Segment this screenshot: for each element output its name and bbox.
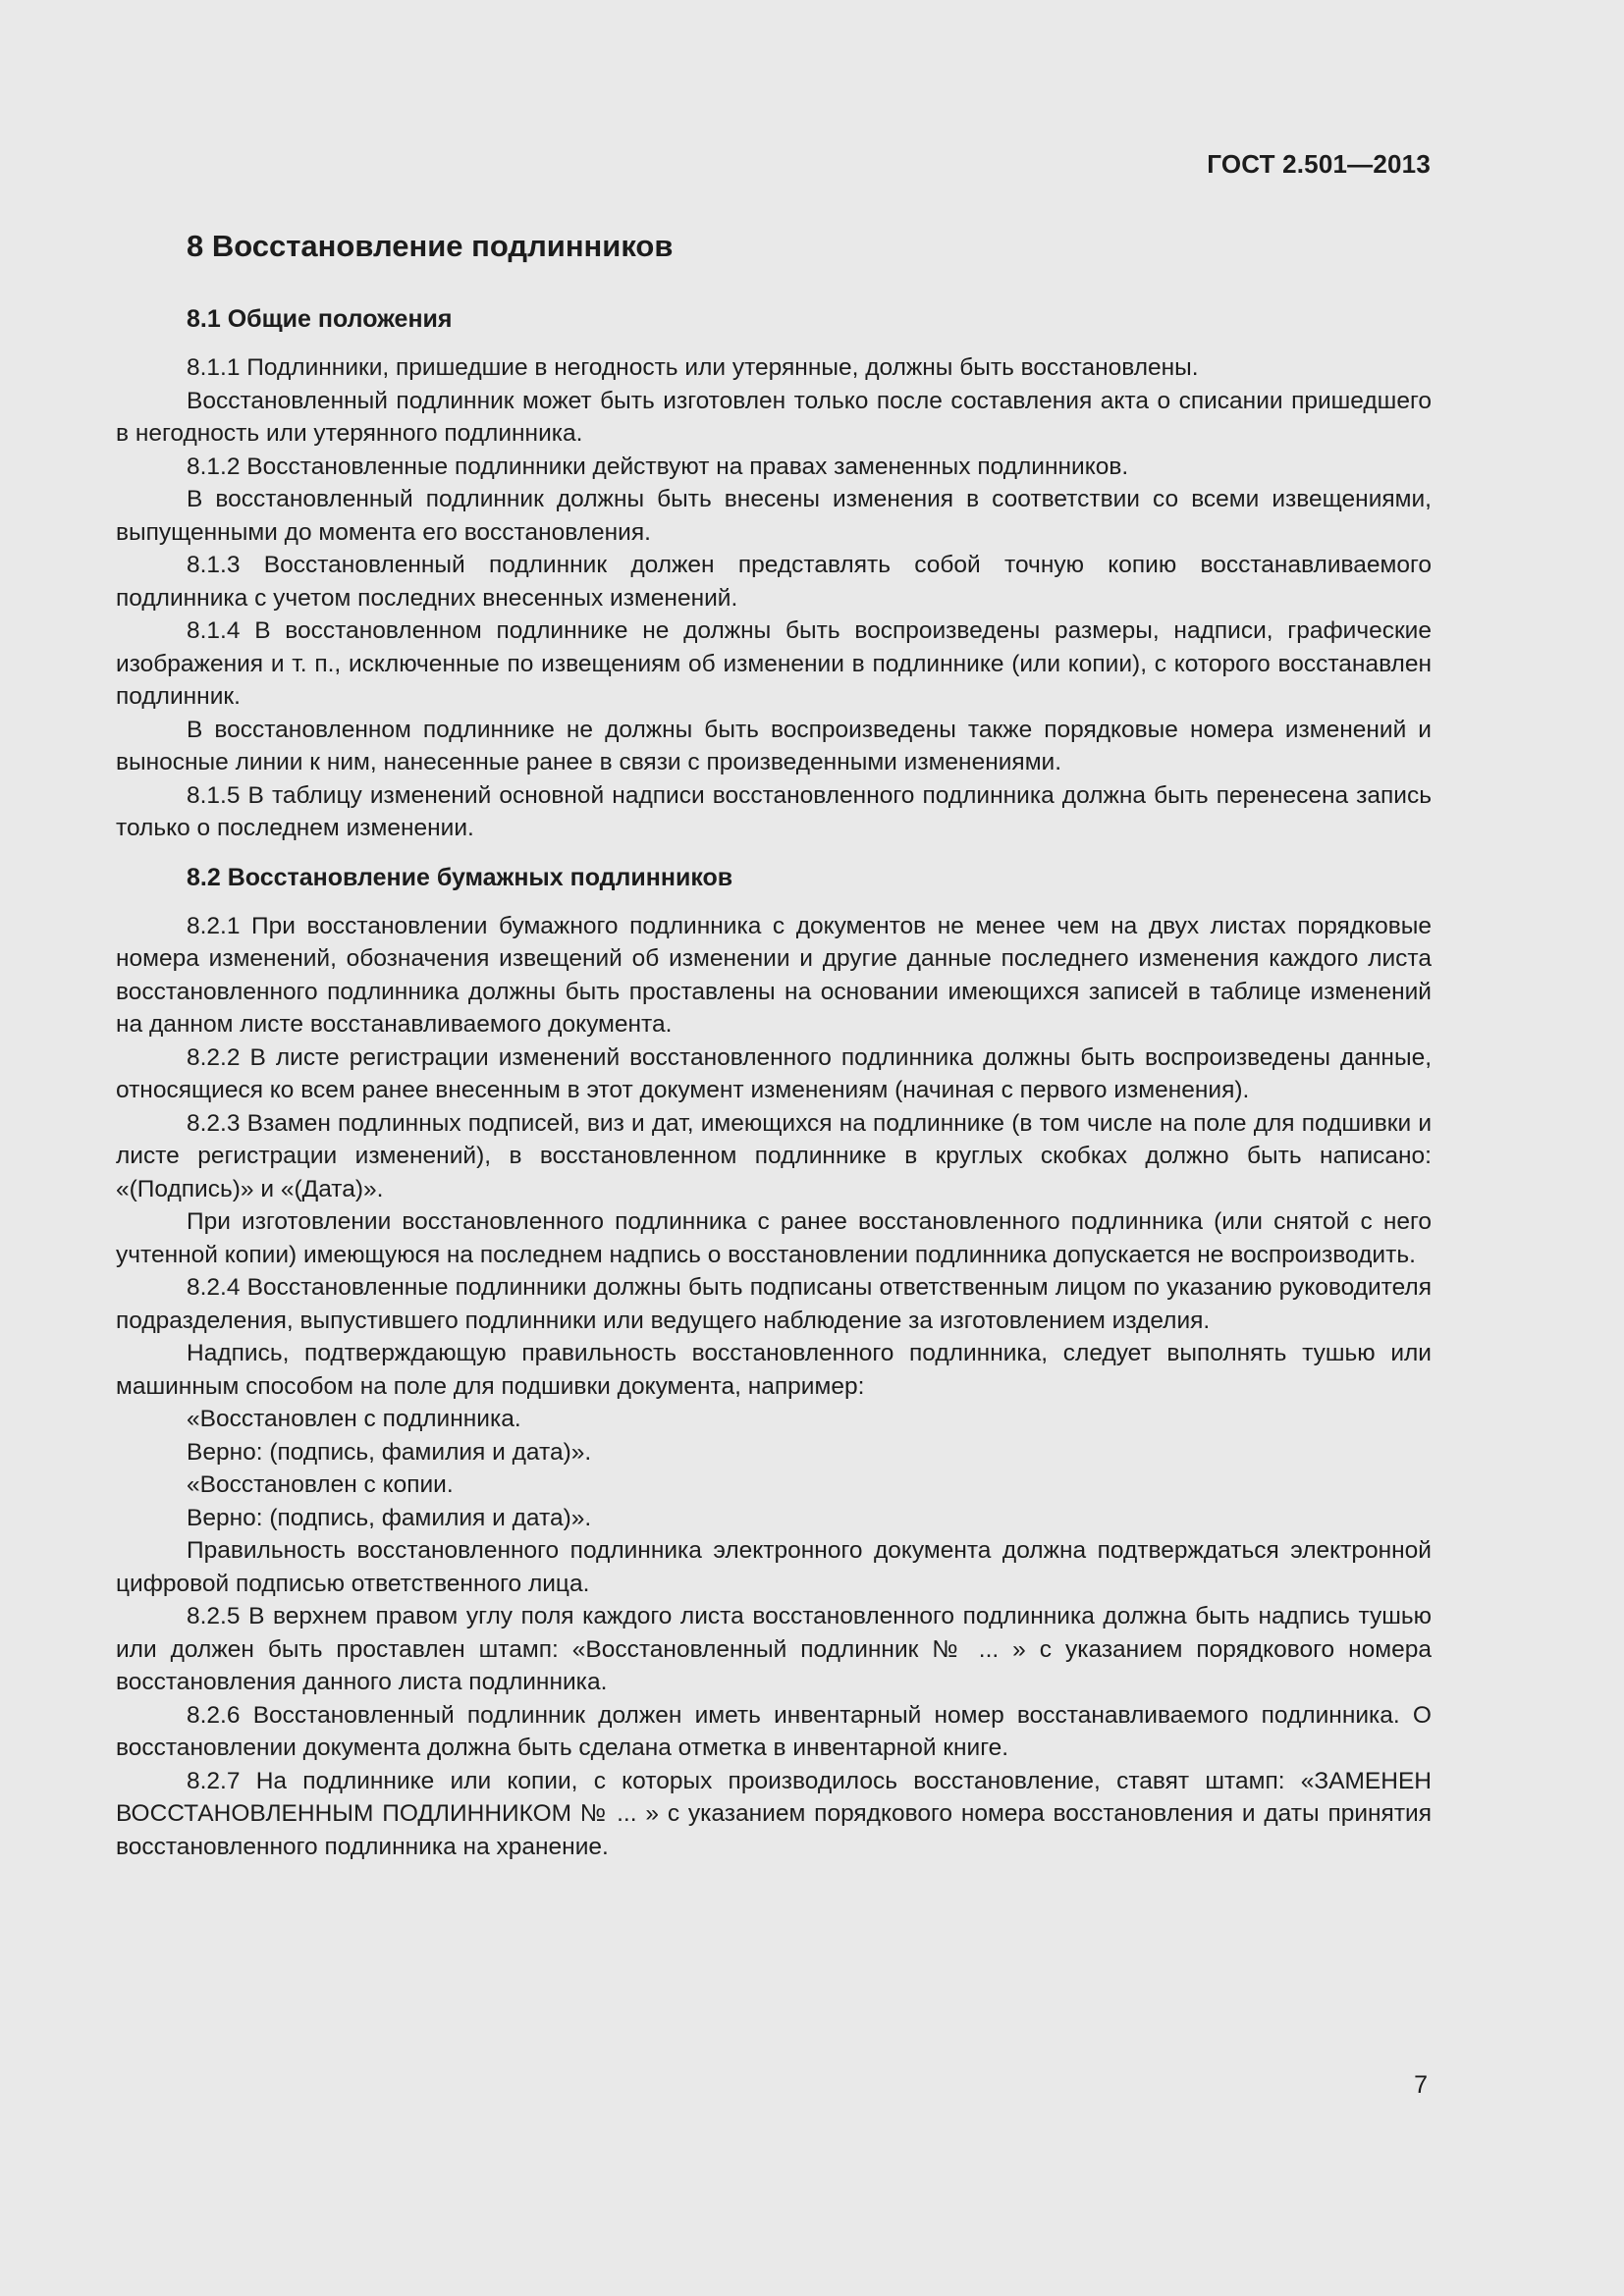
paragraph: 8.2.3 Взамен подлинных подписей, виз и дат, имеющихся на подлиннике (в том числе на поле для подшивки и листе регистрации изменений), в восстановленном подлиннике в круглых скобках должно быть написано: «(Подпись)» и «(Дата)». — [116, 1109, 1432, 1202]
subsection-title: 8.1 Общие положения — [187, 305, 453, 333]
section-title: 8 Восстановление подлинников — [187, 229, 674, 263]
page-number: 7 — [1414, 2071, 1428, 2099]
paragraph: Надпись, подтверждающую правильность восстановленного подлинника, следует выполнять тушью или машинным способом на поле для подшивки документа, например: — [116, 1340, 1432, 1400]
paragraph: 8.2.2 В листе регистрации изменений восстановленного подлинника должны быть воспроизведены данные, относящиеся ко всем ранее внесенным в этот документ изменениям (начиная с первого изменения). — [116, 1043, 1432, 1103]
paragraph: В восстановленном подлиннике не должны быть воспроизведены также порядковые номера изменений и выносные линии к ним, нанесенные ранее в связи с произведенными изменениями. — [116, 716, 1432, 775]
page-content — [116, 224, 1432, 1863]
paragraph: Восстановленный подлинник может быть изготовлен только после составления акта о списании пришедшего в негодность или утерянного подлинника. — [116, 387, 1432, 447]
paragraph: Правильность восстановленного подлинника электронного документа должна подтверждаться электронной цифровой подписью ответственного лица. — [116, 1537, 1432, 1597]
paragraph: 8.2.6 Восстановленный подлинник должен иметь инвентарный номер восстанавливаемого подлинника. О восстановлении документа должна быть сделана отметка в инвентарной книге. — [116, 1701, 1432, 1761]
example-line: Верно: (подпись, фамилия и дата)». — [187, 1438, 592, 1466]
example-line: «Восстановлен с подлинника. — [187, 1406, 521, 1432]
paragraph: 8.2.4 Восстановленные подлинники должны быть подписаны ответственным лицом по указанию руководителя подразделения, выпустившего подлинники или ведущего наблюдение за изготовлением изделия. — [116, 1274, 1432, 1334]
example-line: Верно: (подпись, фамилия и дата)». — [187, 1504, 592, 1531]
paragraph: 8.2.5 В верхнем правом углу поля каждого листа восстановленного подлинника должна быть надпись тушью или должен быть проставлен штамп: «Восстановленный подлинник № ... » с указанием порядкового номера восстановления данного листа подлинника. — [116, 1603, 1432, 1695]
subsection-title: 8.2 Восстановление бумажных подлинников — [187, 863, 733, 891]
example-line: «Восстановлен с копии. — [187, 1471, 454, 1498]
paragraph: 8.1.3 Восстановленный подлинник должен представлять собой точную копию восстанавливаемого подлинника с учетом последних внесенных изменений. — [116, 552, 1432, 612]
paragraph: 8.2.1 При восстановлении бумажного подлинника с документов не менее чем на двух листах порядковые номера изменений, обозначения извещений об изменении и другие данные последнего изменения каждого листа восстановленного подлинника должны быть проставлены на основании имеющихся записей в таблице изменений на данном листе восстанавливаемого документа. — [116, 912, 1432, 1038]
paragraph: 8.2.7 На подлиннике или копии, с которых производилось восстановление, ставят штамп: «ЗАМЕНЕН ВОССТАНОВЛЕННЫМ ПОДЛИННИКОМ № ... » с указанием порядкового номера восстановления и даты принятия восстановленного подлинника на хранение. — [116, 1767, 1432, 1860]
paragraph: 8.1.4 В восстановленном подлиннике не должны быть воспроизведены размеры, надписи, графические изображения и т. п., исключенные по извещениям об изменении в подлиннике (или копии), с которого восстанавлен подлинник. — [116, 617, 1432, 710]
paragraph: 8.1.2 Восстановленные подлинники действуют на правах замененных подлинников. — [187, 453, 1129, 480]
paragraph: При изготовлении восстановленного подлинника с ранее восстановленного подлинника (или снятой с него учтенной копии) имеющуюся на последнем надпись о восстановлении подлинника допускается не воспроизводить. — [116, 1208, 1432, 1268]
standard-designation: ГОСТ 2.501—2013 — [1207, 149, 1431, 179]
paragraph: В восстановленный подлинник должны быть внесены изменения в соответствии со всеми извещениями, выпущенными до момента его восстановления. — [116, 486, 1432, 546]
paragraph: 8.1.1 Подлинники, пришедшие в негодность или утерянные, должны быть восстановлены. — [187, 354, 1199, 381]
paragraph: 8.1.5 В таблицу изменений основной надписи восстановленного подлинника должна быть перенесена запись только о последнем изменении. — [116, 781, 1432, 841]
